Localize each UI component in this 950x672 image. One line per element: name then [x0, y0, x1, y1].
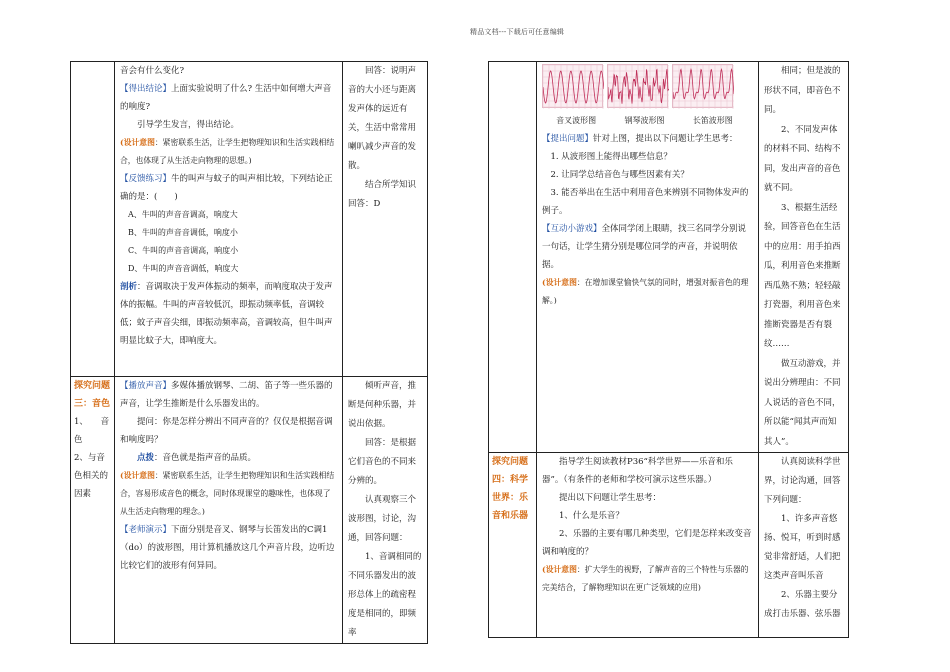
answer-line: 相同；但是波的形状不同，即音色不同。	[764, 66, 841, 115]
left-row2-teacher-cell	[115, 377, 343, 644]
student-activity	[348, 377, 422, 643]
paragraph-text: 针对上图，提出以下问题让学生思考：	[593, 134, 738, 144]
left-row2-student-cell	[343, 377, 428, 644]
paragraph	[542, 184, 753, 220]
left-row2-stage-cell	[71, 377, 115, 644]
waveform-captions	[542, 108, 753, 130]
paragraph	[542, 148, 753, 166]
left-row1-student-cell	[343, 62, 428, 377]
paragraph	[120, 449, 337, 467]
paragraph-text: 上面实验说明了什么? 生活中如何增大声音的响度?	[120, 84, 332, 112]
paragraph-text: 引导学生发言，得出结论。	[137, 120, 240, 130]
answer-line: 2、不同发声体的材料不同、结构不同，发出声音的音色就不同。	[764, 124, 841, 193]
page-header: 精品文档---下载后可任意编辑	[470, 28, 565, 36]
waveform-caption: 音叉波形图	[556, 116, 597, 125]
answer-line: 回答：是根据它们音色的不同来分辨的。	[348, 438, 417, 486]
stage-title: 探究问题四：科学世界：乐音和乐器	[492, 457, 529, 521]
right-row2-student-cell	[759, 453, 849, 638]
right-row1-student-cell	[759, 62, 849, 453]
paragraph	[542, 130, 753, 148]
answer-line: 2、乐器主要分成打击乐器、弦乐器	[764, 590, 841, 619]
paragraph-text: 提出以下问题让学生思考：	[559, 493, 662, 503]
paragraph	[542, 453, 753, 489]
right-row1-stage-cell	[489, 62, 537, 453]
paragraph-text: A、牛叫的声音音调高，响度大	[128, 210, 238, 219]
left-row1-teacher-cell	[115, 62, 343, 377]
paragraph-text: D、牛叫的声音音调低，响度大	[128, 264, 239, 273]
paragraph-tag: (设计意图	[542, 278, 577, 287]
paragraph-text: 2. 让同学总结音色与哪些因素有关？	[550, 170, 689, 180]
answer-line: 倾听声音，推断是何种乐器，并说出依据。	[348, 381, 417, 429]
answer-line: 1、音调相同的不同乐器发出的波形总体上的疏密程度是相同的，即频率	[348, 552, 422, 638]
answer-line: 1、许多声音悠扬、悦耳，听到时感觉非常舒适，人们把这类声音叫乐音	[764, 514, 841, 581]
paragraph	[542, 166, 753, 184]
waveform-images	[542, 62, 753, 108]
right-lesson-table	[488, 61, 849, 638]
paragraph	[542, 220, 753, 274]
paragraph-text: 1. 从波形图上能得出哪些信息？	[550, 152, 672, 162]
paragraph	[120, 521, 337, 575]
right-row2-teacher-cell	[537, 453, 759, 638]
paragraph	[542, 274, 753, 310]
paragraph-tag: 【播放声音】	[120, 381, 172, 391]
waveform-caption: 钢琴波形图	[624, 116, 665, 125]
paragraph-text: B、牛叫的声音音调低，响度小	[128, 228, 238, 237]
left-row1-stage-cell	[71, 62, 115, 377]
paragraph	[120, 242, 337, 260]
paragraph-text: 牛的叫声与蚊子的叫声相比较，下列结论正确的是：( )	[120, 174, 333, 202]
paragraph	[542, 561, 753, 597]
paragraph-text: ：音色就是指声音的品质。	[154, 453, 257, 463]
paragraph-text: 多媒体播放钢琴、二胡、笛子等一些乐器的声音，让学生推断是什么乐器发出的。	[120, 381, 333, 409]
student-activity	[764, 453, 843, 624]
answer-line: 3、根据生活经验，回答音色在生活中的应用：用手拍西瓜，利用音色来推断西瓜熟不熟；轻轻敲打瓷器，利用音色来推断瓷器是否有裂纹……	[764, 202, 841, 349]
paragraph-text: 提问：你是怎样分辨出不同声音的？仅仅是根据音调和响度吗？	[120, 417, 333, 445]
student-activity	[348, 62, 422, 214]
paragraph-tag: 【提出问题】	[542, 134, 594, 144]
flute-waveform	[672, 64, 733, 108]
teacher-activity	[120, 377, 337, 575]
paragraph-text: 音会有什么变化?	[120, 66, 185, 76]
paragraph-text: 3. 能否举出在生活中利用音色来辨别不同物体发声的例子。	[542, 188, 749, 216]
right-row2-stage-cell	[489, 453, 537, 638]
paragraph-tag: (设计意图	[120, 471, 155, 480]
stage-items	[74, 413, 111, 503]
paragraph	[120, 377, 337, 413]
paragraph	[542, 489, 753, 507]
paragraph-text: 2、乐器的主要有哪几种类型，它们是怎样来改变音调和响度的？	[542, 529, 752, 557]
paragraph	[120, 170, 337, 206]
paragraph-text: 指导学生阅读教材P36“科学世界——乐音和乐器”。（有条件的老师和学校可演示这些乐器。）	[542, 457, 733, 485]
paragraph-text: ：紧密联系生活，让学生把物理知识和生活实践相结合，也体现了从生活走向物理的思想。)	[120, 138, 335, 165]
paragraph-text: 全体同学闭上眼睛，找三名同学分别说一句话，让学生猜分别是哪位同学的声音，并说明依据。	[542, 224, 747, 270]
left-lesson-table	[70, 61, 428, 644]
teacher-activity	[542, 453, 753, 597]
paragraph	[120, 413, 337, 449]
student-activity	[764, 62, 843, 452]
paragraph	[120, 116, 337, 134]
paragraph-text: C、牛叫的声音音调高，响度小	[128, 246, 239, 255]
paragraph-tag: 【反馈练习】	[120, 174, 172, 184]
paragraph-tag: 剖析	[120, 282, 138, 292]
answer-line: 结合所学知识回答：D	[348, 180, 417, 209]
paragraph	[120, 224, 337, 242]
stage-title: 探究问题三：音色	[74, 381, 111, 409]
tuning-fork-waveform	[542, 64, 603, 108]
paragraph	[120, 278, 337, 350]
stage-item: 1、 音色	[74, 417, 110, 445]
paragraph	[120, 467, 337, 521]
paragraph-tag: 点拨	[137, 453, 155, 463]
paragraph-tag: 【得出结论】	[120, 84, 172, 94]
paragraph-tag: (设计意图	[542, 565, 577, 574]
right-row1-teacher-cell	[537, 62, 759, 453]
paragraph-tag: (设计意图	[120, 138, 155, 147]
paragraph-text: ：音调取决于发声体振动的频率，而响度取决于发声体的振幅。牛叫的声音较低沉，即振动频率低，音调较低；蚊子声音尖细，即振动频率高，音调较高，但牛叫声明显比蚊子大，即响度大。	[120, 282, 333, 346]
teacher-activity	[542, 130, 753, 310]
paragraph-text: 1、什么是乐音？	[559, 511, 624, 521]
paragraph-tag: 【老师演示】	[120, 525, 172, 535]
paragraph	[542, 507, 753, 525]
paragraph-text: ：紧密联系生活，让学生把物理知识和生活实践相结合，容易形成音色的概念，同时体现课堂的趣味性，也体现了从生活走向物理的理念。)	[120, 471, 335, 516]
answer-line: 做互动游戏，并说出分辨理由：不同人说话的音色不同，所以能“闻其声而知其人”。	[764, 358, 841, 447]
answer-line: 认真阅读科学世界，讨论沟通，回答下列问题：	[764, 457, 841, 505]
teacher-activity	[120, 62, 337, 350]
paragraph	[120, 260, 337, 278]
answer-line: 回答：说明声音的大小还与距离发声体的远近有关，生活中常常用喇叭减少声音的发散。	[348, 66, 417, 171]
waveform-caption: 长笛波形图	[692, 116, 733, 125]
piano-waveform	[607, 64, 668, 108]
paragraph	[120, 80, 337, 116]
paragraph-text: 下面分别是音叉、钢琴与长笛发出的C调1（do）的波形图，用计算机播放这几个声音片段，边听边比较它们的波形有何异同。	[120, 525, 335, 571]
paragraph-tag: 【互动小游戏】	[542, 224, 602, 234]
paragraph-text: ：扩大学生的视野，了解声音的三个特性与乐器的完美结合，了解物理知识在更广泛领域的应用)	[542, 565, 749, 592]
answer-line: 认真观察三个波形图，讨论，沟通，回答问题：	[348, 495, 417, 543]
paragraph-text: ：在增加课堂愉快气氛的同时，增强对振音色的理解。)	[542, 278, 749, 305]
stage-item: 2、与音色相关的因素	[74, 453, 109, 499]
paragraph	[542, 525, 753, 561]
paragraph	[120, 62, 337, 80]
paragraph	[120, 206, 337, 224]
paragraph	[120, 134, 337, 170]
